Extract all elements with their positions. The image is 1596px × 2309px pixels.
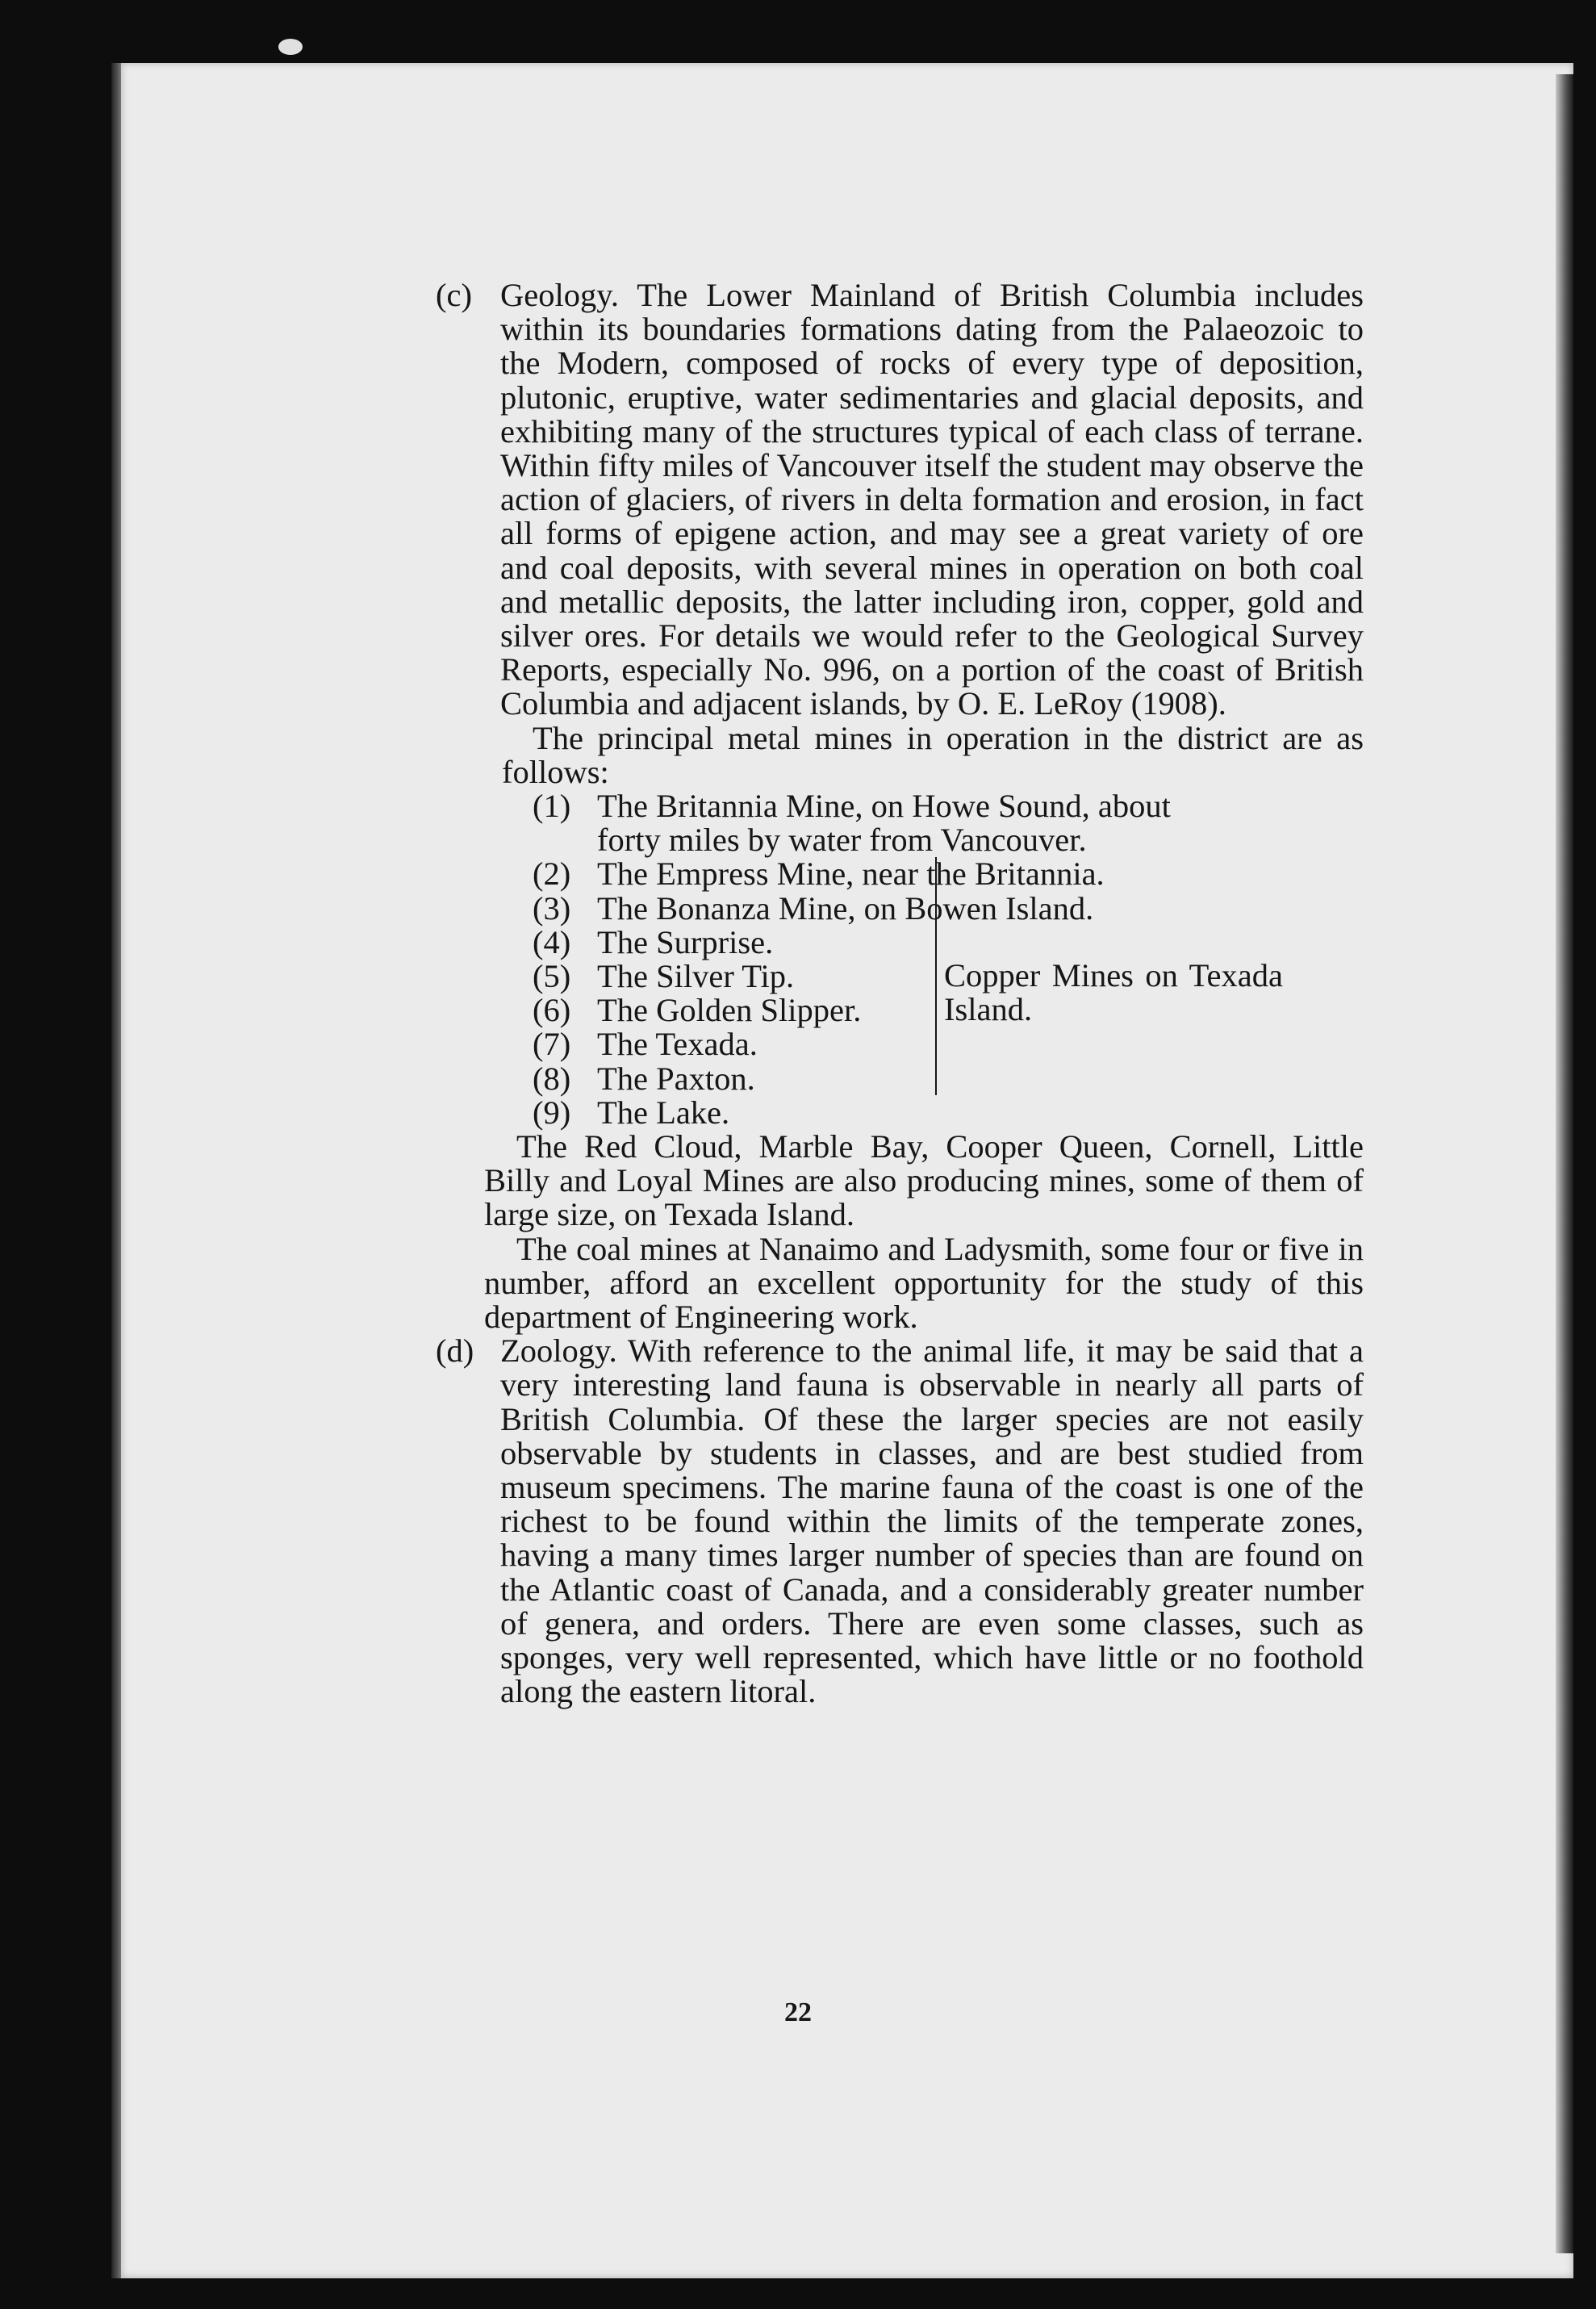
mine-list [533, 789, 1364, 1130]
mine-number: (1) [533, 788, 571, 825]
mine-number: (9) [533, 1094, 571, 1131]
mine-name: The Bonanza Mine, on Bowen Island. [597, 889, 1094, 927]
mine-name: The Silver Tip. [597, 957, 795, 994]
geology-paragraph [436, 278, 1364, 722]
list-item [533, 1062, 1364, 1096]
list-item [533, 1096, 1364, 1130]
list-item [533, 889, 1364, 927]
mine-name: The Surprise. [597, 923, 774, 960]
zoology-paragraph [436, 1334, 1364, 1709]
mine-name: The Empress Mine, near the Britannia. [597, 855, 1105, 893]
geology-text: Geology. The Lower Mainland of British Columbia includes within its boundaries formations dating from the Palaeozoic to the Modern, composed of rocks of every type of deposition, plutonic, eruptive, water sedimentaries and glacial deposits, and exhibiting many of the structures typical of each class of terrane. Within fifty miles of Vancouver itself the student may observe the action of glaciers, of rivers in delta formation and erosion, in fact all forms of epigene action, and may see a great variety of ore and coal deposits, with several mines in operation on both coal and metallic deposits, the latter including iron, copper, gold and silver ores. For details we would refer to the Geological Survey Reports, especially No. 996, on a portion of the coast of British Columbia and adjacent islands, by O. E. LeRoy (1908). [500, 277, 1364, 722]
mine-number: (4) [533, 923, 571, 960]
mine-number: (5) [533, 957, 571, 994]
list-item [533, 857, 1364, 891]
coal-paragraph: The coal mines at Nanaimo and Ladysmith, some four or five in number, afford an excellent opportunity for the study of this department of Engineering work. [484, 1230, 1364, 1335]
mine-number: (3) [533, 889, 571, 927]
zoology-text: Zoology. With reference to the animal life, it may be said that a very interesting land fauna is observable in nearly all parts of British Columbia. Of these the larger species are not easily observable by students in classes, and are best studied from museum specimens. The marine fauna of the coast is one of the richest to be found within the limits of the temperate zones, having a many times larger number of species than are found on the Atlantic coast of Canada, and a considerably greater number of genera, and orders. There are even some classes, such as sponges, very well represented, which have little or no foothold along the eastern litoral. [500, 1332, 1364, 1710]
list-item [533, 789, 1364, 823]
grouping-bracket [924, 857, 937, 1095]
mine-number: (7) [533, 1026, 571, 1063]
page-right-edge [1556, 74, 1573, 2253]
zoology-label: (d) [436, 1332, 474, 1370]
film-speck [278, 39, 303, 55]
list-item-continuation: forty miles by water from Vancouver. [597, 822, 1087, 859]
page-number: 22 [784, 1997, 812, 2027]
mines-intro: The principal metal mines in operation in the district are as follows: [502, 719, 1364, 790]
mine-name: The Golden Slipper. [597, 992, 862, 1029]
mine-number: (2) [533, 855, 571, 893]
page-body [436, 278, 1364, 1709]
bracket-label: Copper Mines on Texada Island. [944, 957, 1283, 1028]
list-item [533, 1027, 1364, 1061]
geology-label: (c) [436, 277, 472, 313]
mine-number: (8) [533, 1060, 571, 1097]
list-item [533, 923, 1364, 960]
mine-number: (6) [533, 992, 571, 1029]
mine-name: The Texada. [597, 1026, 758, 1063]
texada-paragraph: The Red Cloud, Marble Bay, Cooper Queen, Cornell, Little Billy and Loyal Mines are also producing mines, some of them of large size, on Texada Island. [484, 1127, 1364, 1233]
mine-name: The Lake. [597, 1094, 730, 1131]
mine-name: The Britannia Mine, on Howe Sound, about [597, 788, 1171, 825]
mine-name: The Paxton. [597, 1060, 755, 1097]
